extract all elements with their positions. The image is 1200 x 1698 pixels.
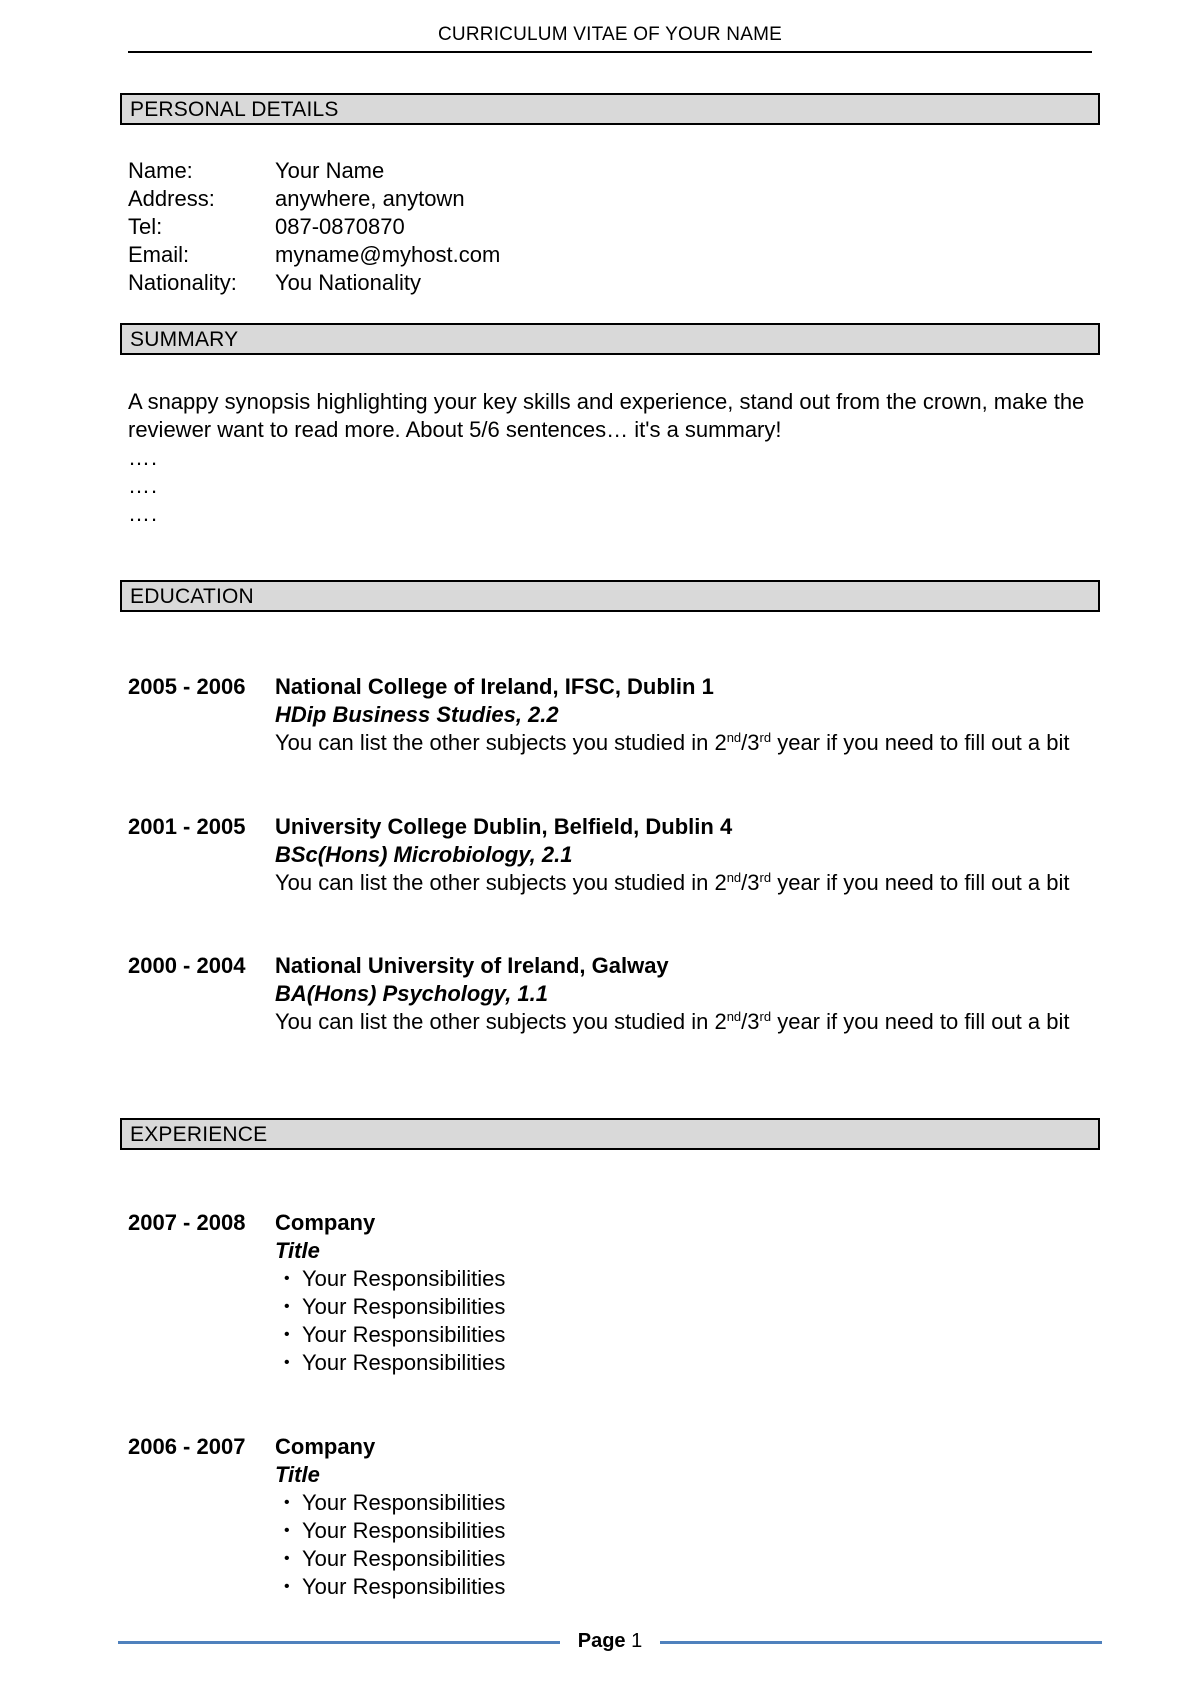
bullet-icon: • [284, 1270, 290, 1287]
header-rule [128, 51, 1092, 53]
list-item: • Your Responsibilities [284, 1350, 506, 1375]
bullet-icon: • [284, 1326, 290, 1343]
education-description: You can list the other subjects you studied in 2nd/3rd year if you need to fill out a bit [275, 1009, 1070, 1034]
list-item: • Your Responsibilities [284, 1546, 506, 1571]
list-item: • Your Responsibilities [284, 1266, 506, 1291]
section-heading-summary: SUMMARY [120, 323, 1100, 355]
detail-row-address [128, 185, 500, 213]
entry-years: 2005 - 2006 [128, 674, 246, 699]
experience-entry [128, 1433, 1108, 1601]
document-header: CURRICULUM VITAE OF YOUR NAME [438, 24, 782, 45]
job-title: Title [275, 1462, 320, 1487]
bullet-icon: • [284, 1494, 290, 1511]
list-item: • Your Responsibilities [284, 1574, 506, 1599]
bullet-icon: • [284, 1550, 290, 1567]
section-heading-education: EDUCATION [120, 580, 1100, 612]
entry-years: 2007 - 2008 [128, 1210, 246, 1235]
company-name: Company [275, 1434, 376, 1459]
detail-label: Name: [128, 158, 193, 183]
entry-body [275, 673, 1105, 757]
responsibilities-list [275, 1489, 1105, 1601]
summary-ellipsis: …. [128, 473, 159, 498]
summary-text: A snappy synopsis highlighting your key skills and experience, stand out from the crown, make the reviewer want to read more. About 5/6 sentences… it's a summary! [128, 389, 1085, 442]
detail-value: myname@myhost.com [275, 242, 501, 267]
education-entry [128, 673, 1108, 757]
education-entry [128, 813, 1108, 897]
entry-years: 2006 - 2007 [128, 1434, 246, 1459]
section-heading-experience: EXPERIENCE [120, 1118, 1100, 1150]
detail-value: anywhere, anytown [275, 186, 465, 211]
institution-name: National University of Ireland, Galway [275, 953, 669, 978]
summary-ellipsis: …. [128, 501, 159, 526]
list-item: • Your Responsibilities [284, 1322, 506, 1347]
entry-years: 2000 - 2004 [128, 953, 246, 978]
detail-label: Tel: [128, 214, 163, 239]
detail-label: Email: [128, 242, 190, 267]
list-item: • Your Responsibilities [284, 1518, 506, 1543]
footer-rule [118, 1641, 560, 1644]
list-item: • Your Responsibilities [284, 1490, 506, 1515]
detail-row-name [128, 157, 500, 185]
entry-body [275, 952, 1105, 1036]
detail-row-email [128, 241, 500, 269]
personal-details [128, 157, 500, 297]
page-footer [118, 1630, 1102, 1654]
detail-label: Nationality: [128, 270, 237, 295]
bullet-icon: • [284, 1354, 290, 1371]
experience-entry [128, 1209, 1108, 1377]
detail-value: 087-0870870 [275, 214, 405, 239]
education-description: You can list the other subjects you studied in 2nd/3rd year if you need to fill out a bit [275, 730, 1070, 755]
detail-row-tel [128, 213, 500, 241]
detail-label: Address: [128, 186, 215, 211]
institution-name: University College Dublin, Belfield, Dublin 4 [275, 814, 733, 839]
detail-value: Your Name [275, 158, 385, 183]
company-name: Company [275, 1210, 376, 1235]
list-item: • Your Responsibilities [284, 1294, 506, 1319]
summary-ellipsis: …. [128, 445, 159, 470]
entry-body [275, 1209, 1105, 1377]
bullet-icon: • [284, 1522, 290, 1539]
bullet-icon: • [284, 1298, 290, 1315]
detail-value: You Nationality [275, 270, 421, 295]
degree-name: HDip Business Studies, 2.2 [275, 702, 559, 727]
entry-body [275, 1433, 1105, 1601]
education-entry [128, 952, 1108, 1036]
section-heading-personal-details: PERSONAL DETAILS [120, 93, 1100, 125]
job-title: Title [275, 1238, 320, 1263]
page-number: Page 1 [577, 1630, 643, 1652]
degree-name: BSc(Hons) Microbiology, 2.1 [275, 842, 573, 867]
education-description: You can list the other subjects you studied in 2nd/3rd year if you need to fill out a bit [275, 870, 1070, 895]
summary-block [128, 388, 1098, 528]
entry-body [275, 813, 1105, 897]
responsibilities-list [275, 1265, 1105, 1377]
footer-rule [660, 1641, 1102, 1644]
detail-row-nationality [128, 269, 500, 297]
institution-name: National College of Ireland, IFSC, Dublin 1 [275, 674, 714, 699]
entry-years: 2001 - 2005 [128, 814, 246, 839]
degree-name: BA(Hons) Psychology, 1.1 [275, 981, 549, 1006]
bullet-icon: • [284, 1578, 290, 1595]
